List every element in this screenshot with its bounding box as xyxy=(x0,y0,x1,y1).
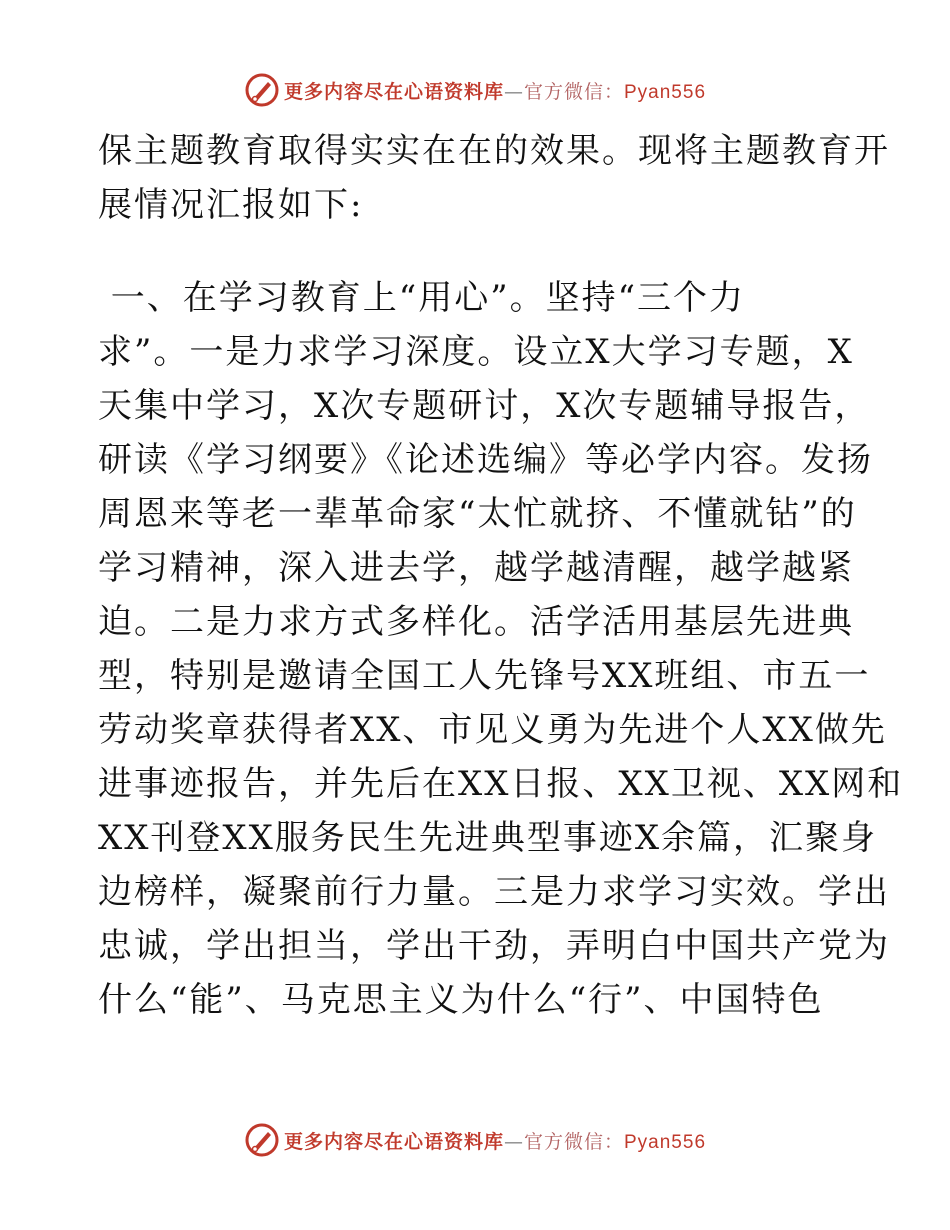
header-banner-title: 更多内容尽在心语资料库 xyxy=(283,80,504,103)
pen-logo-icon xyxy=(244,1122,280,1158)
body-line: XX刊登XX服务民生先进典型事迹X余篇，汇聚身 xyxy=(98,818,878,858)
body-line: 天集中学习，X次专题研讨，X次专题辅导报告， xyxy=(98,386,871,426)
body-line: 劳动奖章获得者XX、市见义勇为先进个人XX做先 xyxy=(98,710,887,750)
body-line: 保主题教育取得实实在在的效果。现将主题教育开 xyxy=(98,131,890,171)
body-line: 迫。二是力求方式多样化。活学活用基层先进典 xyxy=(98,602,854,642)
header-banner-text xyxy=(284,77,706,104)
body-line: 展情况汇报如下: xyxy=(98,185,364,225)
footer-wechat-label: 官方微信： xyxy=(523,1130,624,1153)
footer-banner-title: 更多内容尽在心语资料库 xyxy=(283,1130,504,1153)
body-line: 型，特别是邀请全国工人先锋号XX班组、市五一 xyxy=(98,656,871,696)
section-heading-line: 一、在学习教育上“用心”。坚持“三个力 xyxy=(98,278,745,318)
body-line: 求”。一是力求学习深度。设立X大学习专题，X xyxy=(98,332,854,372)
footer-banner xyxy=(0,1120,950,1160)
header-wechat-id: Pyan556 xyxy=(624,81,707,103)
paragraph-gap xyxy=(98,232,858,271)
body-line: 研读《学习纲要》《论述选编》等必学内容。发扬 xyxy=(98,440,873,480)
document-body xyxy=(98,124,904,1027)
header-wechat-label: 官方微信： xyxy=(523,80,624,103)
pen-logo-icon xyxy=(244,72,280,108)
body-line: 边榜样，凝聚前行力量。三是力求学习实效。学出 xyxy=(98,872,890,912)
header-banner-separator: — xyxy=(503,80,524,103)
footer-wechat-id: Pyan556 xyxy=(624,1131,707,1153)
body-line: 学习精神，深入进去学，越学越清醒，越学越紧 xyxy=(98,548,854,588)
body-line: 忠诚，学出担当，学出干劲，弄明白中国共产党为 xyxy=(98,926,890,966)
body-line: 什么“能”、马克思主义为什么“行”、中国特色 xyxy=(98,980,824,1020)
header-banner xyxy=(0,70,950,110)
footer-banner-text xyxy=(284,1127,706,1154)
body-line: 周恩来等老一辈革命家“太忙就挤、不懂就钻”的 xyxy=(98,494,857,534)
footer-banner-separator: — xyxy=(503,1130,524,1153)
body-line: 进事迹报告，并先后在XX日报、XX卫视、XX网和 xyxy=(98,764,904,804)
